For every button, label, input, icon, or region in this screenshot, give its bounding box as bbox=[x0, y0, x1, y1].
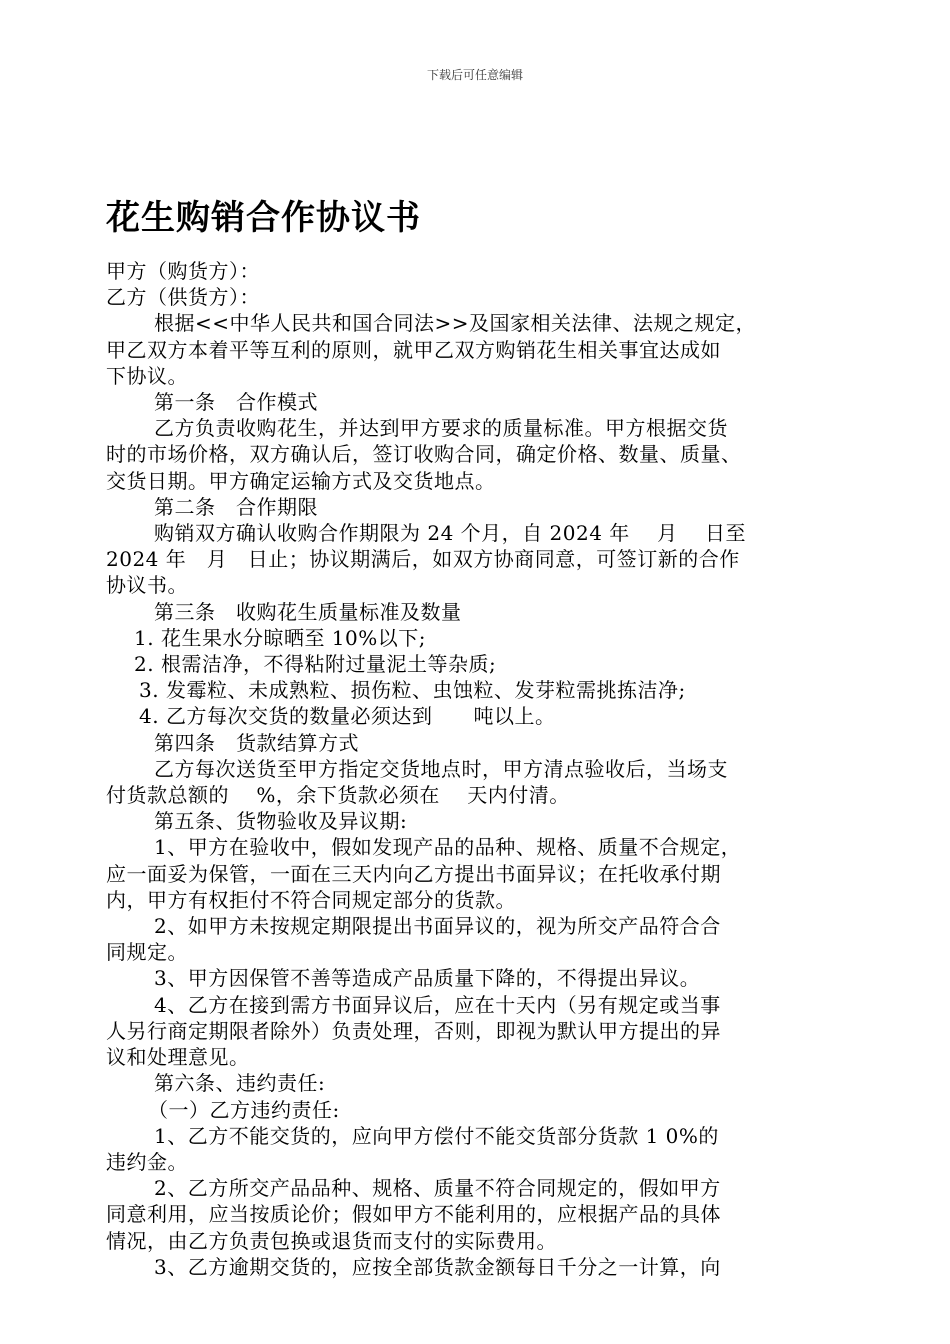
body-line: 时的市场价格，双方确认后，签订收购合同，确定价格、数量、质量、 bbox=[106, 442, 742, 467]
body-line: 交货日期。甲方确定运输方式及交货地点。 bbox=[106, 468, 496, 493]
body-line: 同意利用，应当按质论价；假如甲方不能利用的，应根据产品的具体 bbox=[106, 1202, 721, 1227]
body-line: 内，甲方有权拒付不符合同规定部分的货款。 bbox=[106, 887, 516, 912]
document-body bbox=[106, 258, 866, 1280]
body-line: 第五条、货物验收及异议期: bbox=[154, 809, 408, 834]
body-line: （一）乙方违约责任: bbox=[148, 1097, 340, 1122]
body-line: 第四条 货款结算方式 bbox=[154, 730, 359, 755]
document-title: 花生购销合作协议书 bbox=[106, 198, 421, 238]
body-line: 下协议。 bbox=[106, 363, 188, 388]
body-line: 3、乙方逾期交货的，应按全部货款金额每日千分之一计算，向 bbox=[154, 1254, 721, 1279]
body-line: 4. 乙方每次交货的数量必须达到 吨以上。 bbox=[139, 704, 556, 729]
body-line: 2. 根需洁净，不得粘附过量泥土等杂质; bbox=[134, 652, 497, 677]
body-line: 2、如甲方未按规定期限提出书面异议的，视为所交产品符合合 bbox=[154, 914, 721, 939]
body-line: 2、乙方所交产品品种、规格、质量不符合同规定的，假如甲方 bbox=[154, 1176, 721, 1201]
body-line: 第三条 收购花生质量标准及数量 bbox=[154, 599, 462, 624]
body-line: 同规定。 bbox=[106, 940, 188, 965]
body-line: 根据<<中华人民共和国合同法>>及国家相关法律、法规之规定， bbox=[154, 311, 757, 336]
body-line: 2024 年 月 日止；协议期满后，如双方协商同意，可签订新的合作 bbox=[106, 547, 740, 572]
body-line: 1、乙方不能交货的，应向甲方偿付不能交货部分货款 1 0%的 bbox=[154, 1123, 719, 1148]
body-line: 甲乙双方本着平等互利的原则，就甲乙双方购销花生相关事宜达成如 bbox=[106, 337, 721, 362]
body-line: 乙方负责收购花生，并达到甲方要求的质量标准。甲方根据交货 bbox=[154, 416, 728, 441]
body-line: 第一条 合作模式 bbox=[154, 390, 318, 415]
body-line: 违约金。 bbox=[106, 1149, 188, 1174]
body-line: 乙方每次送货至甲方指定交货地点时，甲方清点验收后，当场支 bbox=[154, 756, 728, 781]
body-line: 议和处理意见。 bbox=[106, 1045, 250, 1070]
body-line: 1. 花生果水分晾晒至 10%以下; bbox=[134, 625, 426, 650]
body-line: 人另行商定期限者除外）负责处理，否则，即视为默认甲方提出的异 bbox=[106, 1018, 721, 1043]
body-line: 4、乙方在接到需方书面异议后，应在十天内（另有规定或当事 bbox=[154, 992, 721, 1017]
body-line: 甲方（购货方）： bbox=[106, 259, 260, 283]
body-line: 1、甲方在验收中，假如发现产品的品种、规格、质量不合规定， bbox=[154, 835, 742, 860]
page-header-note: 下载后可任意编辑 bbox=[426, 68, 523, 82]
body-line: 第二条 合作期限 bbox=[154, 494, 318, 519]
body-line: 情况，由乙方负责包换或退货而支付的实际费用。 bbox=[106, 1228, 557, 1253]
body-line: 3. 发霉粒、未成熟粒、损伤粒、虫蚀粒、发芽粒需挑拣洁净; bbox=[139, 678, 686, 703]
body-line: 应一面妥为保管，一面在三天内向乙方提出书面异议；在托收承付期 bbox=[106, 861, 721, 886]
body-line: 付货款总额的 %，余下货款必须在 天内付清。 bbox=[106, 783, 570, 808]
body-line: 乙方（供货方）： bbox=[106, 285, 260, 310]
body-line: 协议书。 bbox=[106, 573, 188, 598]
body-line: 第六条、违约责任: bbox=[154, 1071, 326, 1096]
body-line: 购销双方确认收购合作期限为 24 个月，自 2024 年 月 日至 bbox=[154, 521, 746, 546]
body-line: 3、甲方因保管不善等造成产品质量下降的，不得提出异议。 bbox=[154, 966, 701, 991]
